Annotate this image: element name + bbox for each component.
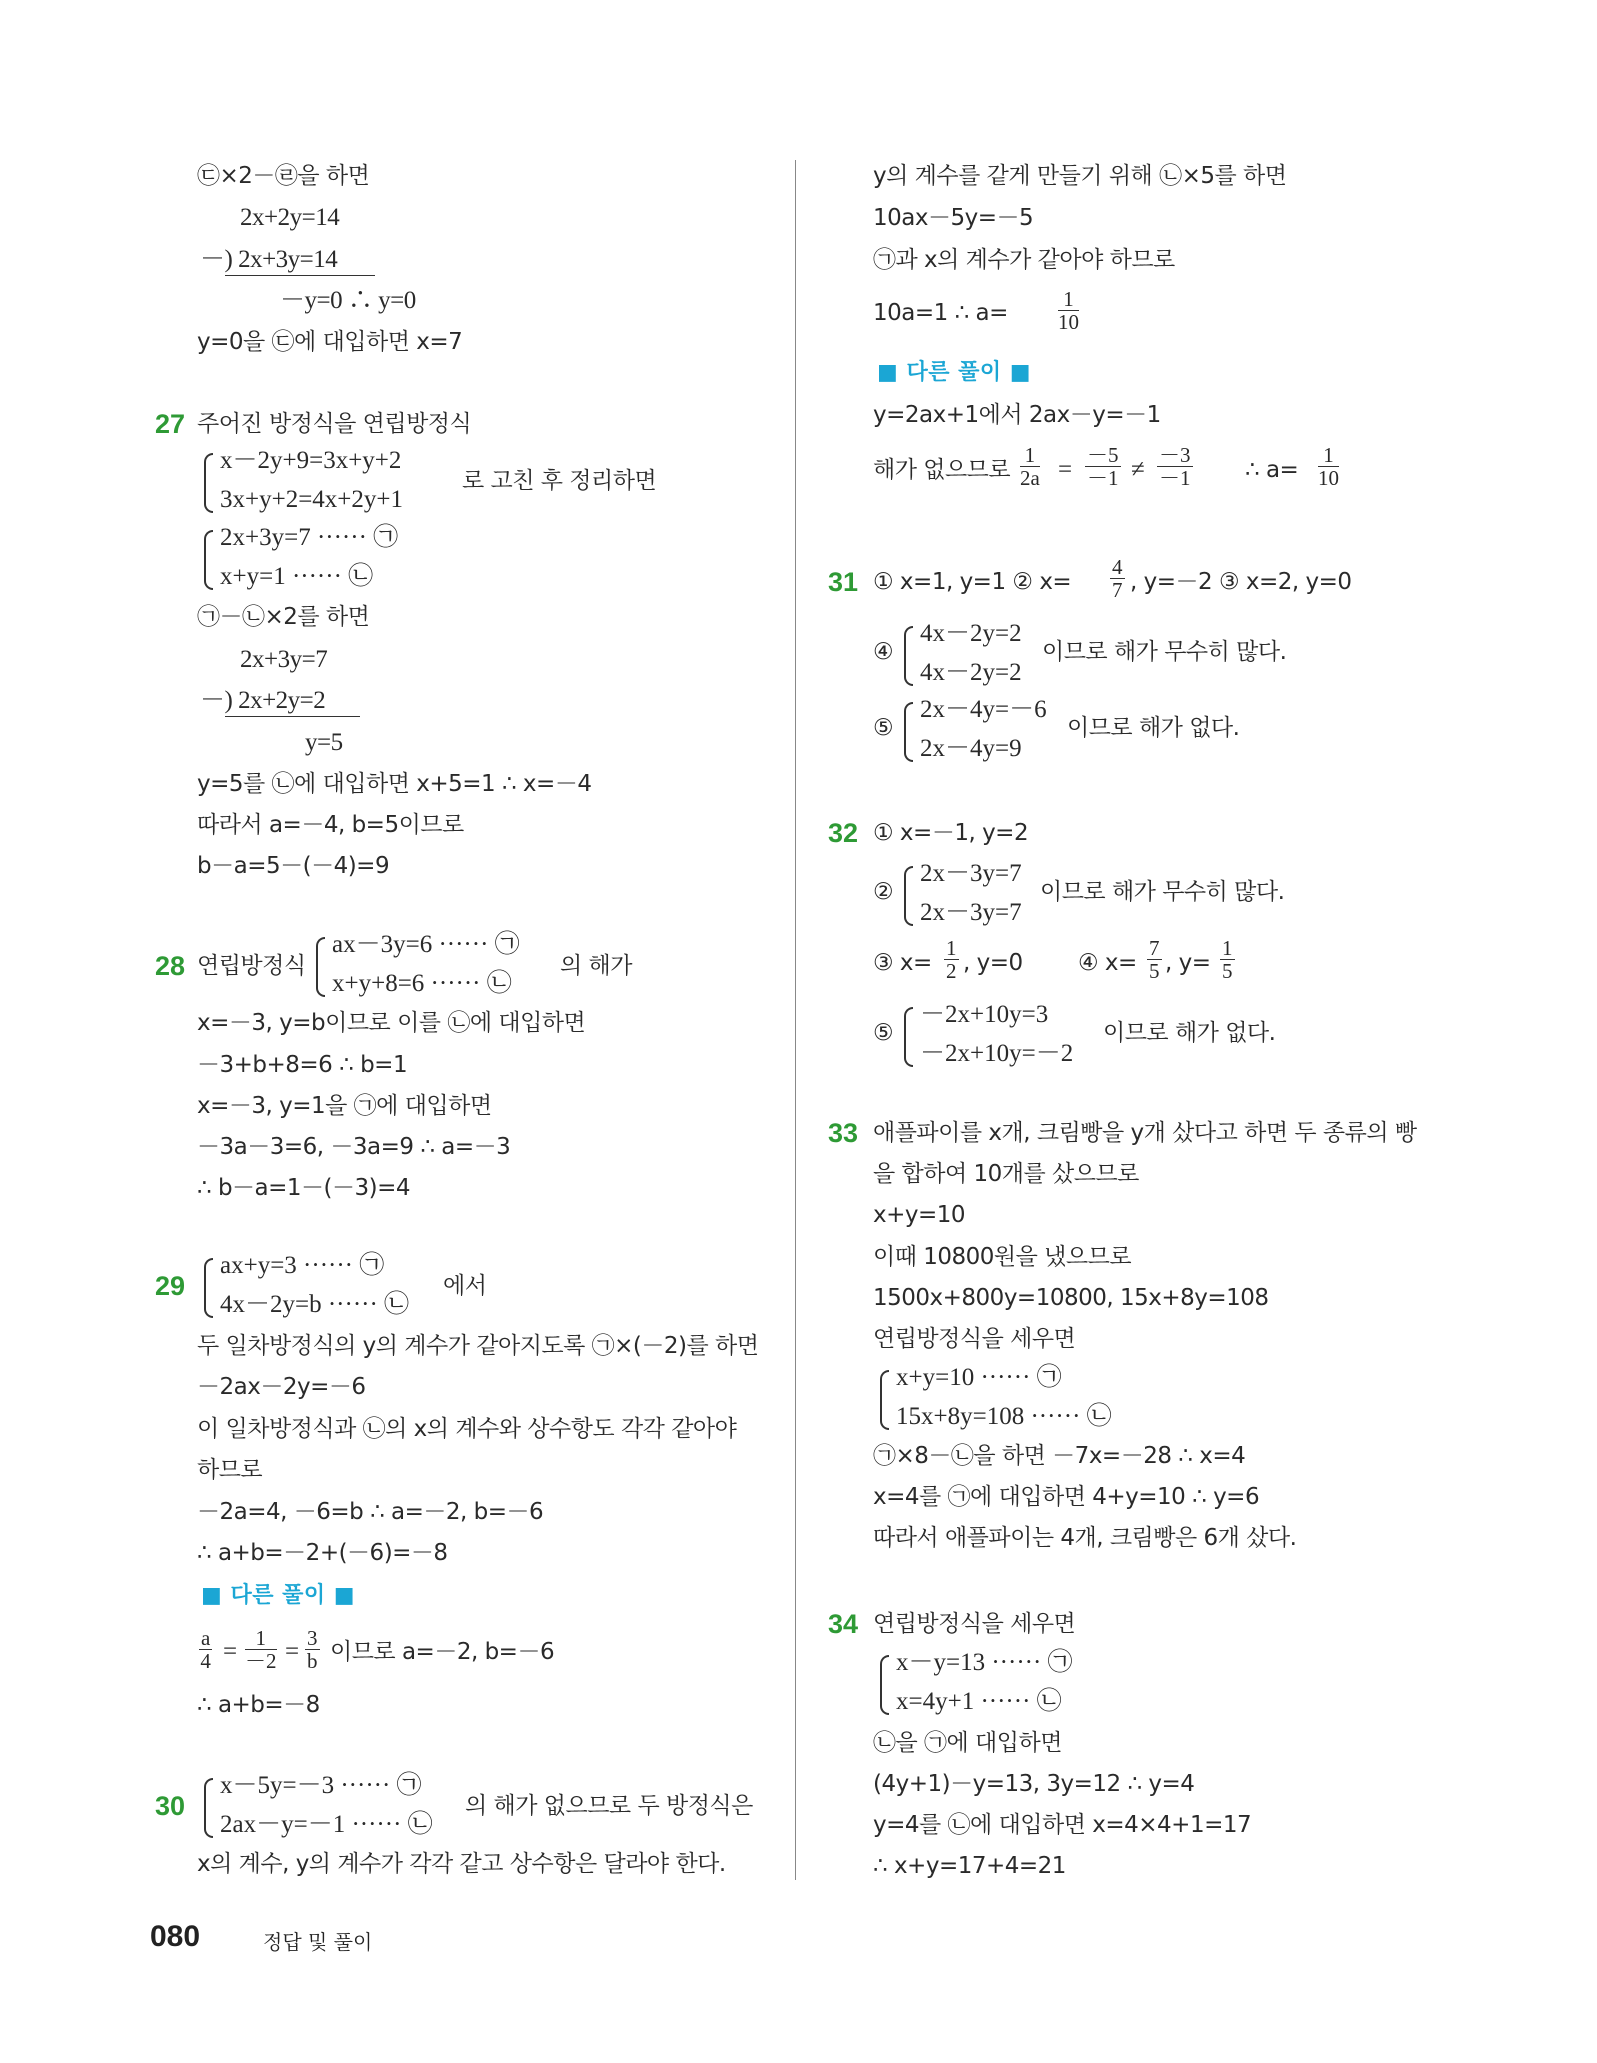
fraction-numerator: －5 [1087, 443, 1119, 467]
equation: 4x－2y=2 [920, 659, 1022, 686]
text-line: 두 일차방정식의 y의 계수가 같아지도록 ㉠×(－2)를 하면 [197, 1333, 759, 1359]
equation: 2x+3y=7 ······ ㉠ [220, 524, 399, 551]
fraction [944, 937, 959, 982]
fraction-denominator: －1 [1087, 466, 1119, 490]
system-brace [904, 702, 913, 762]
text-line: ㉠과 x의 계수가 같아야 하므로 [873, 247, 1175, 273]
equals-sign: = [1058, 456, 1072, 483]
text-line: 10ax－5y=－5 [873, 205, 1034, 231]
text-line: x=－3, y=b이므로 이를 ㉡에 대입하면 [197, 1010, 586, 1036]
text-line: y=4를 ㉡에 대입하면 x=4×4+1=17 [873, 1812, 1252, 1838]
text-line: y=5 [305, 729, 343, 756]
system-brace [204, 530, 213, 590]
text-line: －3+b+8=6 ∴ b=1 [197, 1052, 408, 1078]
fraction [199, 1627, 212, 1672]
text-line: 이때 10800원을 냈으므로 [873, 1244, 1132, 1270]
system-brace [880, 1370, 889, 1430]
choice-marker: ④ [873, 639, 894, 665]
page-number: 080 [150, 1920, 201, 1953]
text-line: 에서 [443, 1273, 487, 1299]
fraction-denominator: －2 [245, 1649, 277, 1673]
text-line: 주어진 방정식을 연립방정식 [197, 411, 472, 437]
equation: －2x+10y=3 [920, 1001, 1049, 1028]
column-divider [795, 160, 796, 1880]
fraction-numerator: 7 [1149, 936, 1160, 960]
system-brace [904, 626, 913, 686]
fraction-numerator: 1 [1020, 444, 1040, 467]
fraction-numerator: 4 [1112, 555, 1123, 579]
equation: x+y=1 ······ ㉡ [220, 563, 374, 590]
text-line: (4y+1)－y=13, 3y=12 ∴ y=4 [873, 1771, 1195, 1797]
text-line: 해가 없으므로 [873, 457, 1011, 483]
text-line: ① x=1, y=1 ② x= [873, 569, 1072, 595]
equation: x+y=10 ······ ㉠ [896, 1364, 1062, 1391]
text-line: 10a=1 ∴ a= [873, 300, 1008, 326]
fraction-denominator: 7 [1112, 578, 1123, 602]
fraction-denominator: 2 [946, 959, 957, 983]
text-line: －2a=4, －6=b ∴ a=－2, b=－6 [197, 1499, 544, 1525]
fraction [1058, 288, 1079, 333]
text-line: ㉡을 ㉠에 대입하면 [873, 1730, 1062, 1756]
section-title: 정답 및 풀이 [263, 1930, 373, 1954]
text-line: , y=－2 ③ x=2, y=0 [1130, 569, 1352, 595]
text-line: 연립방정식을 세우면 [873, 1611, 1076, 1637]
text-line: －3a－3=6, －3a=9 ∴ a=－3 [197, 1134, 511, 1160]
equals-sign: = [285, 1638, 299, 1665]
text-line: x의 계수, y의 계수가 각각 같고 상수항은 달라야 한다. [197, 1851, 726, 1877]
fraction-numerator: 3 [307, 1626, 318, 1650]
text-line: b－a=5－(－4)=9 [197, 853, 390, 879]
fraction-denominator: 4 [200, 1649, 211, 1673]
text-line: 따라서 a=－4, b=5이므로 [197, 812, 464, 838]
fraction [1085, 444, 1121, 489]
text-line: －2ax－2y=－6 [197, 1374, 366, 1400]
text-line: ∴ a+b=－2+(－6)=－8 [197, 1540, 448, 1566]
text-line: x=－3, y=1을 ㉠에 대입하면 [197, 1093, 492, 1119]
text-line: 하므로 [197, 1457, 263, 1483]
equation: 2ax－y=－1 ······ ㉡ [220, 1811, 433, 1838]
text-line: ㉠×8－㉡을 하면 －7x=－28 ∴ x=4 [873, 1443, 1246, 1469]
text-line: 2x+3y=7 [240, 646, 328, 673]
text-line: 로 고친 후 정리하면 [462, 468, 657, 494]
equation: －2x+10y=－2 [920, 1040, 1074, 1067]
fraction-numerator: 1 [1318, 444, 1339, 467]
text-line: 의 해가 [560, 953, 632, 979]
text-line: 연립방정식을 세우면 [873, 1326, 1076, 1352]
text-line: ∴ x+y=17+4=21 [873, 1853, 1066, 1879]
fraction [1157, 444, 1193, 489]
text-line: 따라서 애플파이는 4개, 크림빵은 6개 샀다. [873, 1525, 1297, 1551]
text-line: 이 일차방정식과 ㉡의 x의 계수와 상수항도 각각 같아야 [197, 1416, 737, 1442]
equation: 2x－4y=9 [920, 735, 1022, 762]
text-line: 이므로 해가 없다. [1067, 715, 1240, 741]
fraction-numerator: 1 [1058, 288, 1079, 311]
text-line: 이므로 해가 무수히 많다. [1042, 639, 1287, 665]
text-line: ① x=－1, y=2 [873, 820, 1029, 846]
text-line: ④ x= [1078, 950, 1137, 976]
text-line: －) 2x+2y=2 [200, 687, 326, 714]
text-line: y=2ax+1에서 2ax－y=－1 [873, 402, 1161, 428]
fraction-numerator: 1 [245, 1627, 277, 1650]
text-line: , y= [1165, 950, 1211, 976]
system-brace [316, 937, 325, 997]
fraction-denominator: 5 [1222, 959, 1233, 983]
equation: 2x－4y=－6 [920, 696, 1047, 723]
fraction [245, 1627, 277, 1672]
problem-number: 30 [155, 1791, 186, 1821]
fraction [305, 1627, 320, 1672]
problem-number: 27 [155, 409, 186, 439]
system-brace [204, 1778, 213, 1838]
fraction-denominator: b [307, 1649, 318, 1673]
equation: x=4y+1 ······ ㉡ [896, 1688, 1062, 1715]
equation: x+y+8=6 ······ ㉡ [332, 970, 512, 997]
text-line: 이므로 a=－2, b=－6 [330, 1639, 555, 1665]
text-line: ∴ b－a=1－(－3)=4 [197, 1175, 411, 1201]
equation: 2x－3y=7 [920, 860, 1022, 887]
text-line: 이므로 해가 없다. [1103, 1020, 1276, 1046]
subtraction-rule [225, 716, 360, 717]
fraction-numerator: 1 [1222, 936, 1233, 960]
fraction-denominator: －1 [1159, 466, 1191, 490]
equation: 4x－2y=2 [920, 620, 1022, 647]
equation: x－y=13 ······ ㉠ [896, 1649, 1073, 1676]
system-brace [880, 1655, 889, 1715]
text-line: 을 합하여 10개를 샀으므로 [873, 1161, 1139, 1187]
equation: 2x－3y=7 [920, 899, 1022, 926]
problem-number: 32 [828, 818, 859, 848]
equation: 3x+y+2=4x+2y+1 [220, 486, 403, 513]
text-line: 애플파이를 x개, 크림빵을 y개 샀다고 하면 두 종류의 빵 [873, 1120, 1417, 1146]
not-equal-sign: ≠ [1131, 456, 1145, 483]
text-line: y=0을 ㉢에 대입하면 x=7 [197, 329, 463, 355]
equation: x－2y+9=3x+y+2 [220, 447, 402, 474]
fraction-denominator: 5 [1149, 959, 1160, 983]
text-line: y=5를 ㉡에 대입하면 x+5=1 ∴ x=－4 [197, 771, 592, 797]
system-brace [204, 1258, 213, 1318]
fraction-numerator: 1 [946, 936, 957, 960]
problem-number: 29 [155, 1271, 186, 1301]
text-line: x+y=10 [873, 1202, 966, 1228]
equation: x－5y=－3 ······ ㉠ [220, 1772, 422, 1799]
text-line: y의 계수를 같게 만들기 위해 ㉡×5를 하면 [873, 163, 1287, 189]
fraction-denominator: 2a [1020, 466, 1040, 490]
text-line: 이므로 해가 무수히 많다. [1040, 879, 1285, 905]
text-line: , y=0 [963, 950, 1023, 976]
equation: ax+y=3 ······ ㉠ [220, 1252, 385, 1279]
problem-number: 33 [828, 1118, 859, 1148]
fraction [1147, 937, 1162, 982]
text-line: ∴ a= [1245, 457, 1299, 483]
text-line: x=4를 ㉠에 대입하면 4+y=10 ∴ y=6 [873, 1484, 1260, 1510]
equation: 15x+8y=108 ······ ㉡ [896, 1403, 1112, 1430]
text-line: －y=0 ∴ y=0 [280, 287, 416, 314]
problem-number: 34 [828, 1609, 859, 1639]
fraction-numerator: a [201, 1626, 211, 1650]
text-line: ㉢×2－㉣을 하면 [197, 163, 370, 189]
text-line: ③ x= [873, 950, 932, 976]
subtraction-rule [225, 275, 375, 276]
text-line: 1500x+800y=10800, 15x+8y=108 [873, 1285, 1269, 1311]
text-line: 의 해가 없으므로 두 방정식은 [465, 1793, 753, 1819]
text-line: ∴ a+b=－8 [197, 1692, 320, 1718]
fraction [1020, 444, 1040, 489]
fraction [1318, 444, 1339, 489]
text-line: 연립방정식 [197, 953, 306, 979]
equals-sign: = [223, 1638, 237, 1665]
equation: ax－3y=6 ······ ㉠ [332, 931, 520, 958]
equation: 4x－2y=b ······ ㉡ [220, 1291, 410, 1318]
alt-solution-label: ■ 다른 풀이 ■ [201, 1583, 356, 1608]
text-line: ㉠－㉡×2를 하면 [197, 604, 370, 630]
choice-marker: ⑤ [873, 715, 894, 741]
system-brace [904, 1007, 913, 1067]
fraction-numerator: －3 [1159, 443, 1191, 467]
system-brace [904, 866, 913, 926]
problem-number: 31 [828, 567, 859, 597]
fraction-denominator: 10 [1058, 310, 1079, 334]
choice-marker: ⑤ [873, 1020, 894, 1046]
alt-solution-label: ■ 다른 풀이 ■ [877, 360, 1032, 385]
text-line: －) 2x+3y=14 [200, 246, 338, 273]
choice-marker: ② [873, 879, 894, 905]
fraction [1110, 556, 1125, 601]
fraction [1220, 937, 1235, 982]
text-line: 2x+2y=14 [240, 204, 340, 231]
system-brace [204, 453, 213, 513]
fraction-denominator: 10 [1318, 466, 1339, 490]
problem-number: 28 [155, 951, 186, 981]
